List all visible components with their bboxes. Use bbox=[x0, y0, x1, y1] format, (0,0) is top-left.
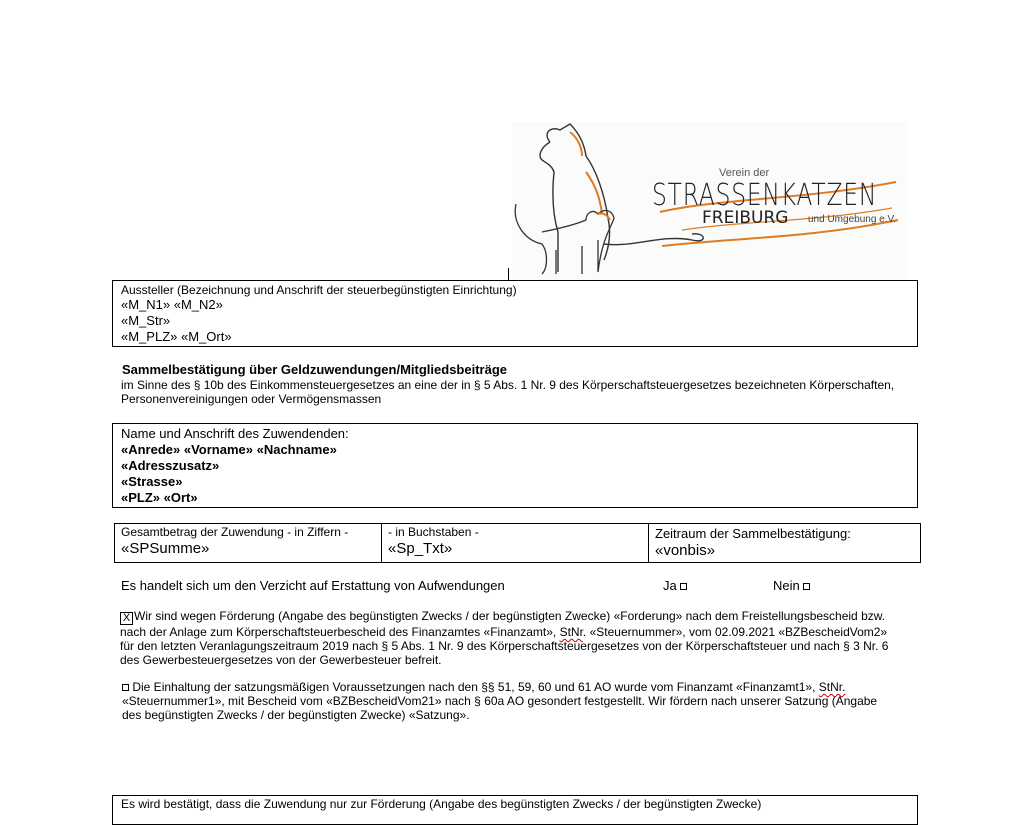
spellcheck-word: StNr. bbox=[818, 680, 846, 694]
exemption-line-1 bbox=[120, 609, 888, 625]
donor-label: Name und Anschrift des Zuwendenden: bbox=[121, 426, 349, 441]
logo-small-text: Verein der bbox=[719, 167, 770, 179]
donor-street: «Strasse» bbox=[121, 474, 183, 489]
organization-logo bbox=[512, 122, 908, 280]
text-cursor bbox=[508, 268, 509, 280]
waiver-yes-label: Ja bbox=[663, 578, 677, 593]
statutes-line-3: des begünstigten Zwecks / der begünstigten Zwecke) «Satzung». bbox=[122, 708, 470, 722]
logo-city: FREIBURG bbox=[702, 208, 789, 228]
waiver-text: Es handelt sich um den Verzicht auf Erstattung von Aufwendungen bbox=[121, 578, 505, 593]
document-subtitle-line1: im Sinne des § 10b des Einkommensteuergesetzes an eine der in § 5 Abs. 1 Nr. 9 des Körperschaftsteuergesetzes bezeichneten Körperschaften, bbox=[121, 378, 895, 392]
confirmation-box bbox=[112, 795, 918, 825]
amount-words-cell bbox=[381, 524, 648, 562]
statutes-paragraph bbox=[122, 680, 877, 722]
donor-name: «Anrede» «Vorname» «Nachname» bbox=[121, 442, 337, 457]
amount-table bbox=[114, 523, 921, 563]
donor-address-extra: «Adresszusatz» bbox=[121, 458, 220, 473]
period-cell bbox=[648, 524, 920, 562]
statutes-line-2: «Steuernummer1», mit Bescheid vom «BZBescheidVom21» nach § 60a AO gesondert festgestellt. Wir fördern nach unserer Satzung (Angabe bbox=[122, 694, 878, 708]
document-title: Sammelbestätigung über Geldzuwendungen/Mitgliedsbeiträge bbox=[122, 362, 507, 377]
logo-main-text: STRASSENKATZEN bbox=[652, 178, 878, 213]
statutes-checkbox[interactable] bbox=[122, 684, 129, 691]
exemption-paragraph bbox=[120, 609, 888, 667]
donor-box bbox=[112, 423, 918, 508]
exemption-checkbox[interactable]: X bbox=[120, 612, 133, 625]
period-label: Zeitraum der Sammelbestätigung: bbox=[655, 526, 851, 541]
exemption-line-1-text: Wir sind wegen Förderung (Angabe des begünstigten Zwecks / der begünstigten Zwecke) «Forderung» nach dem Freistellungsbescheid bzw. bbox=[134, 609, 886, 623]
issuer-box bbox=[112, 280, 918, 347]
waiver-no-label: Nein bbox=[773, 578, 800, 593]
amount-words-value: «Sp_Txt» bbox=[388, 540, 453, 557]
waiver-no-option[interactable] bbox=[773, 578, 810, 594]
exemption-line-2-text-a: nach der Anlage zum Körperschaftsteuerbescheid des Finanzamtes «Finanzamt», bbox=[120, 625, 560, 639]
confirmation-text: Es wird bestätigt, dass die Zuwendung nur zur Förderung (Angabe des begünstigten Zwecks / der begünstigten Zwecke) bbox=[121, 797, 762, 811]
exemption-line-3: für den letzten Veranlagungszeitraum 2019 nach § 5 Abs. 1 Nr. 9 des Körperschaftsteuergesetzes von der Körperschaftsteuer und nach § 3 Nr. 6 bbox=[120, 639, 889, 653]
issuer-name: «M_N1» «M_N2» bbox=[121, 297, 223, 312]
spellcheck-word: StNr bbox=[559, 625, 583, 639]
period-value: «vonbis» bbox=[655, 542, 716, 559]
exemption-line-4: des Gewerbesteuergesetzes von der Gewerbesteuer befreit. bbox=[120, 653, 442, 667]
donor-city: «PLZ» «Ort» bbox=[121, 490, 198, 505]
amount-digits-cell bbox=[115, 524, 381, 562]
issuer-label: Aussteller (Bezeichnung und Anschrift der steuerbegünstigten Einrichtung) bbox=[121, 283, 517, 297]
issuer-city: «M_PLZ» «M_Ort» bbox=[121, 329, 232, 344]
document-subtitle-line2: Personenvereinigungen oder Vermögensmassen bbox=[121, 392, 382, 406]
waiver-yes-checkbox[interactable] bbox=[680, 583, 687, 590]
waiver-yes-option[interactable] bbox=[663, 578, 687, 594]
issuer-street: «M_Str» bbox=[121, 313, 171, 328]
exemption-line-2 bbox=[120, 625, 888, 639]
amount-words-label: - in Buchstaben - bbox=[388, 525, 479, 539]
amount-digits-label: Gesamtbetrag der Zuwendung - in Ziffern - bbox=[121, 525, 349, 539]
waiver-no-checkbox[interactable] bbox=[803, 583, 810, 590]
amount-digits-value: «SPSumme» bbox=[121, 540, 210, 557]
statutes-line-1 bbox=[122, 680, 877, 694]
statutes-line-1-text: Die Einhaltung der satzungsmäßigen Voraussetzungen nach den §§ 51, 59, 60 und 61 AO wurde vom Finanzamt «Finanzamt1», bbox=[132, 680, 819, 694]
exemption-line-2-text-b: . «Steuernummer», vom 02.09.2021 «BZBescheidVom2» bbox=[582, 625, 888, 639]
logo-suffix: und Umgebung e.V. bbox=[808, 214, 897, 225]
